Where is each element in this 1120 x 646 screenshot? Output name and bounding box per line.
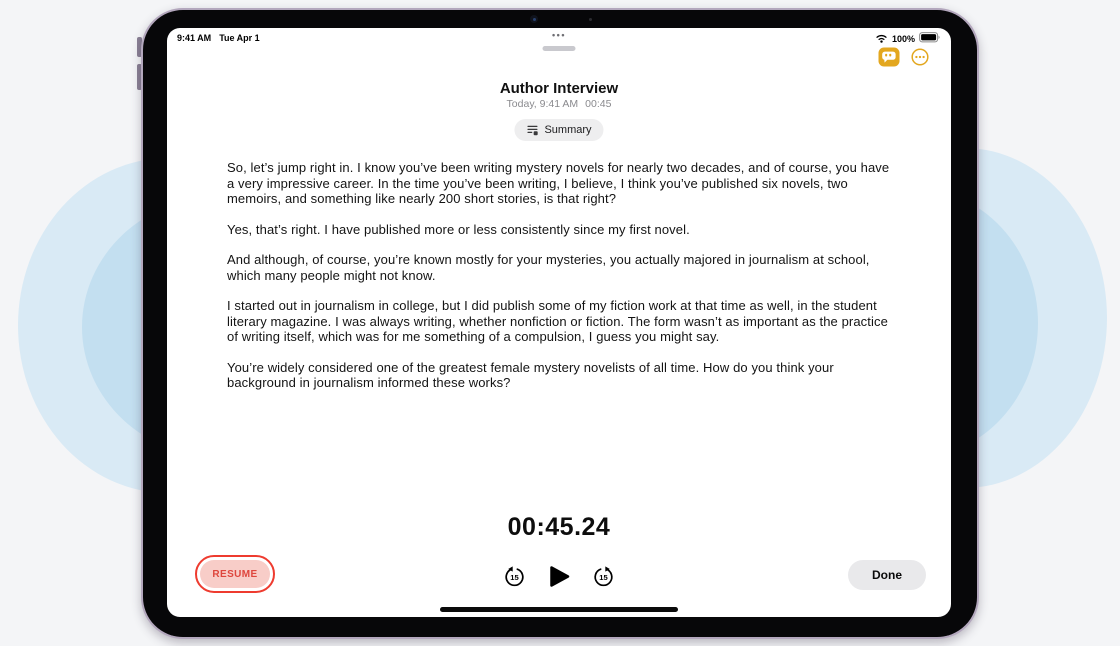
- recording-date: Today, 9:41 AM: [506, 98, 579, 110]
- status-right: [875, 32, 941, 45]
- transcript-paragraph: And although, of course, you’re known mostly for your mysteries, you actually majored in journalism at school, which many people might not know.: [227, 252, 870, 283]
- status-left: [177, 33, 260, 43]
- skip-back-label: 15: [510, 573, 519, 583]
- top-actions: [878, 47, 929, 67]
- skip-forward-15-icon[interactable]: [592, 564, 616, 589]
- battery-icon: [919, 32, 941, 45]
- transcript-body: [227, 160, 891, 406]
- skip-forward-label: 15: [599, 573, 608, 583]
- play-icon[interactable]: [548, 564, 571, 589]
- transcript-paragraph: You’re widely considered one of the greatest female mystery novelists of all time. How do you think your background in journalism informed these works?: [227, 359, 834, 390]
- status-time: 9:41 AM: [177, 33, 212, 43]
- wifi-icon: [875, 33, 888, 45]
- transcript-paragraph: Yes, that’s right. I have published more or less consistently since my first novel.: [227, 221, 690, 237]
- summary-button[interactable]: [514, 119, 603, 141]
- transcript-paragraph: So, let’s jump right in. I know you’ve been writing mystery novels for nearly two decades, and of course, you have a very impressive career. In the time you’ve been writing, I believe, I think you’ve published six novels, two memoirs, and something like nearly 200 short stories, is that right?: [227, 160, 890, 206]
- playback-controls: [503, 564, 616, 589]
- done-button[interactable]: [848, 560, 926, 590]
- recording-duration: 00:45: [585, 98, 612, 110]
- sheet-grabber[interactable]: [543, 46, 576, 51]
- more-options-icon[interactable]: [911, 48, 929, 66]
- recording-subtitle: [167, 98, 951, 110]
- summary-button-label: Summary: [544, 124, 592, 136]
- summarize-icon: [526, 124, 538, 136]
- status-date: Tue Apr 1: [219, 33, 260, 43]
- battery-percent-label: 100%: [891, 33, 915, 44]
- multitask-indicator[interactable]: •••: [552, 30, 566, 40]
- transcript-bubble-icon[interactable]: [878, 47, 900, 67]
- elapsed-time: 00:45.24: [507, 513, 611, 541]
- done-button-label: Done: [872, 568, 902, 582]
- resume-button-label: RESUME: [200, 560, 270, 588]
- front-camera: [530, 15, 538, 23]
- microphone-dot: [589, 18, 592, 21]
- transcript-paragraph: I started out in journalism in college, but I did publish some of my fiction work at that time as well, in the student literary magazine. I was always writing, whether nonfiction or fiction. The form wasn’t as important as the practice of writing itself, which was for me something of a compulsion, I guess you might say.: [227, 298, 888, 344]
- recording-title: Author Interview: [499, 80, 619, 97]
- home-indicator[interactable]: [440, 607, 678, 612]
- status-bar: [167, 28, 951, 44]
- voice-memos-screen: [167, 28, 951, 617]
- resume-button[interactable]: [195, 555, 275, 593]
- skip-back-15-icon[interactable]: [503, 564, 527, 589]
- ipad-device-frame: [141, 8, 979, 639]
